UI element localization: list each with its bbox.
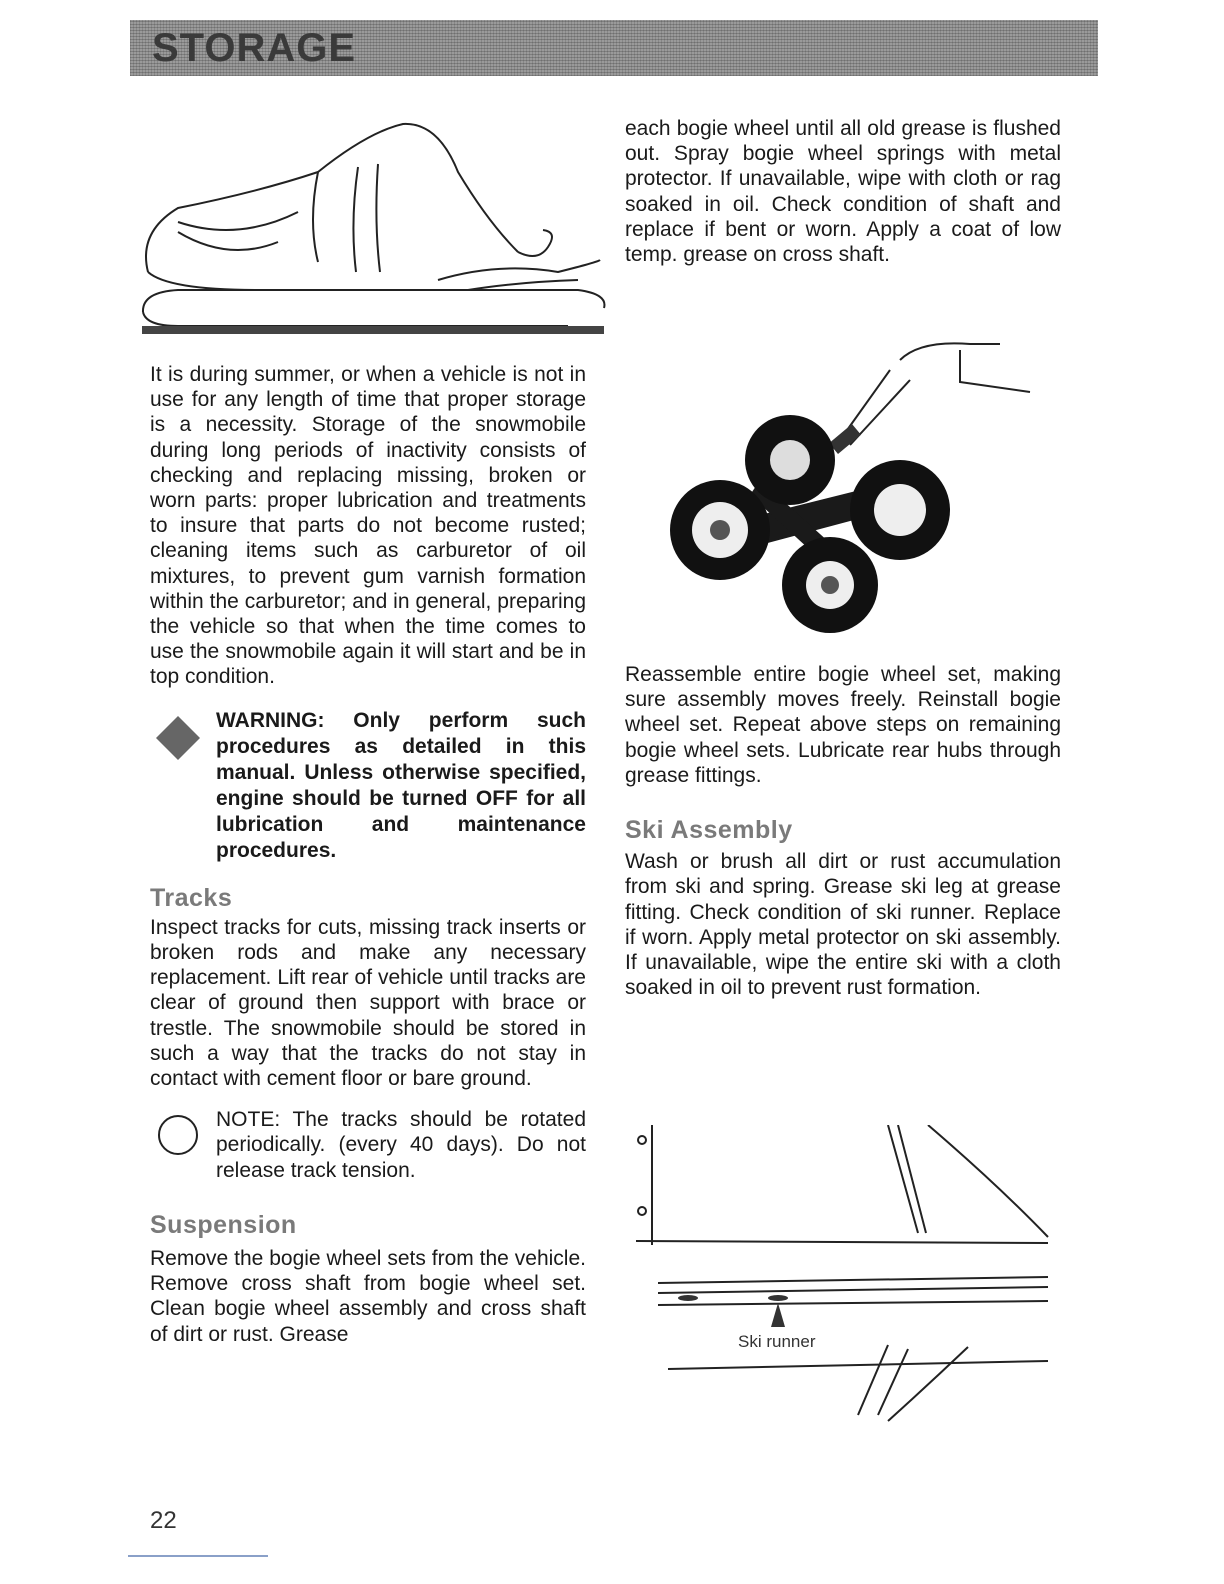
arrow-icon	[771, 1303, 785, 1327]
bogie-wheel-top	[745, 415, 835, 505]
warning-diamond-icon	[156, 716, 200, 760]
right-column-bottom	[625, 662, 1061, 1000]
bogie-grease-paragraph: each bogie wheel until all old grease is flushed out. Spray bogie wheel springs with metal protector. If unavailable, wipe with cloth or rag soaked in oil. Check condition of shaft and replace if bent or worn. Apply a coat of low temp. grease on cross shaft.	[625, 117, 1061, 267]
bogie-wheel-left	[670, 480, 770, 580]
ski-figure-caption: Ski runner	[738, 1332, 816, 1351]
note-text: NOTE: The tracks should be rotated periodically. (every 40 days). Do not release track tension.	[216, 1108, 586, 1182]
note-circle-icon	[156, 1113, 200, 1157]
ski-assembly-paragraph: Wash or brush all dirt or rust accumulation from ski and spring. Grease ski leg at grease fitting. Check condition of ski runner. Replace if worn. Apply metal protector on ski assembly. If unavailable, wipe the entire ski with a cloth soaked in oil to prevent rust formation.	[625, 850, 1061, 1000]
warning-text: WARNING: Only perform such procedures as detailed in this manual. Unless otherwise specified, engine should be turned OFF for all lubrication and maintenance procedures.	[216, 708, 586, 862]
warning-block	[150, 708, 586, 864]
tracks-paragraph: Inspect tracks for cuts, missing track inserts or broken rods and make any necessary replacement. Lift rear of vehicle until tracks are clear of ground then support with brace or trestle. The snowmobile should be stored in such a way that the tracks do not stay in contact with cement floor or bare ground.	[150, 915, 586, 1091]
reassemble-paragraph: Reassemble entire bogie wheel set, making sure assembly moves freely. Reinstall bogie wheel set. Repeat above steps on remaining bogie wheel sets. Lubricate rear hubs through grease fittings.	[625, 663, 1061, 787]
bogie-wheel-right	[850, 460, 950, 560]
snowmobile-cover-illustration	[138, 112, 608, 344]
right-column-top	[625, 116, 1061, 267]
suspension-paragraph: Remove the bogie wheel sets from the vehicle. Remove cross shaft from bogie wheel set. Clean bogie wheel assembly and cross shaft of dirt or rust. Grease	[150, 1247, 586, 1346]
page-number: 22	[150, 1507, 177, 1534]
ski-assembly-heading: Ski Assembly	[625, 816, 793, 845]
left-column	[150, 362, 586, 1347]
footer-divider	[128, 1555, 268, 1557]
page-title: STORAGE	[152, 26, 357, 70]
suspension-heading: Suspension	[150, 1210, 297, 1239]
bogie-wheel-illustration	[660, 330, 1040, 640]
tracks-heading: Tracks	[150, 883, 233, 912]
header-banner	[130, 20, 1098, 76]
intro-paragraph: It is during summer, or when a vehicle is not in use for any length of time that proper storage is a necessity. Storage of the snowmobile during long periods of inactivity consists of checking and replacing missing, broken or worn parts: proper lubrication and treatments to insure that parts do not become rusted; cleaning items such as carburetor of oil mixtures, to prevent gum varnish formation within the carburetor; and in general, preparing the vehicle so that when the time comes to use the snowmobile again it will start and be in top condition.	[150, 363, 586, 689]
ski-assembly-illustration	[628, 1125, 1058, 1425]
note-block	[150, 1107, 586, 1183]
bogie-wheel-bottom	[782, 537, 878, 633]
